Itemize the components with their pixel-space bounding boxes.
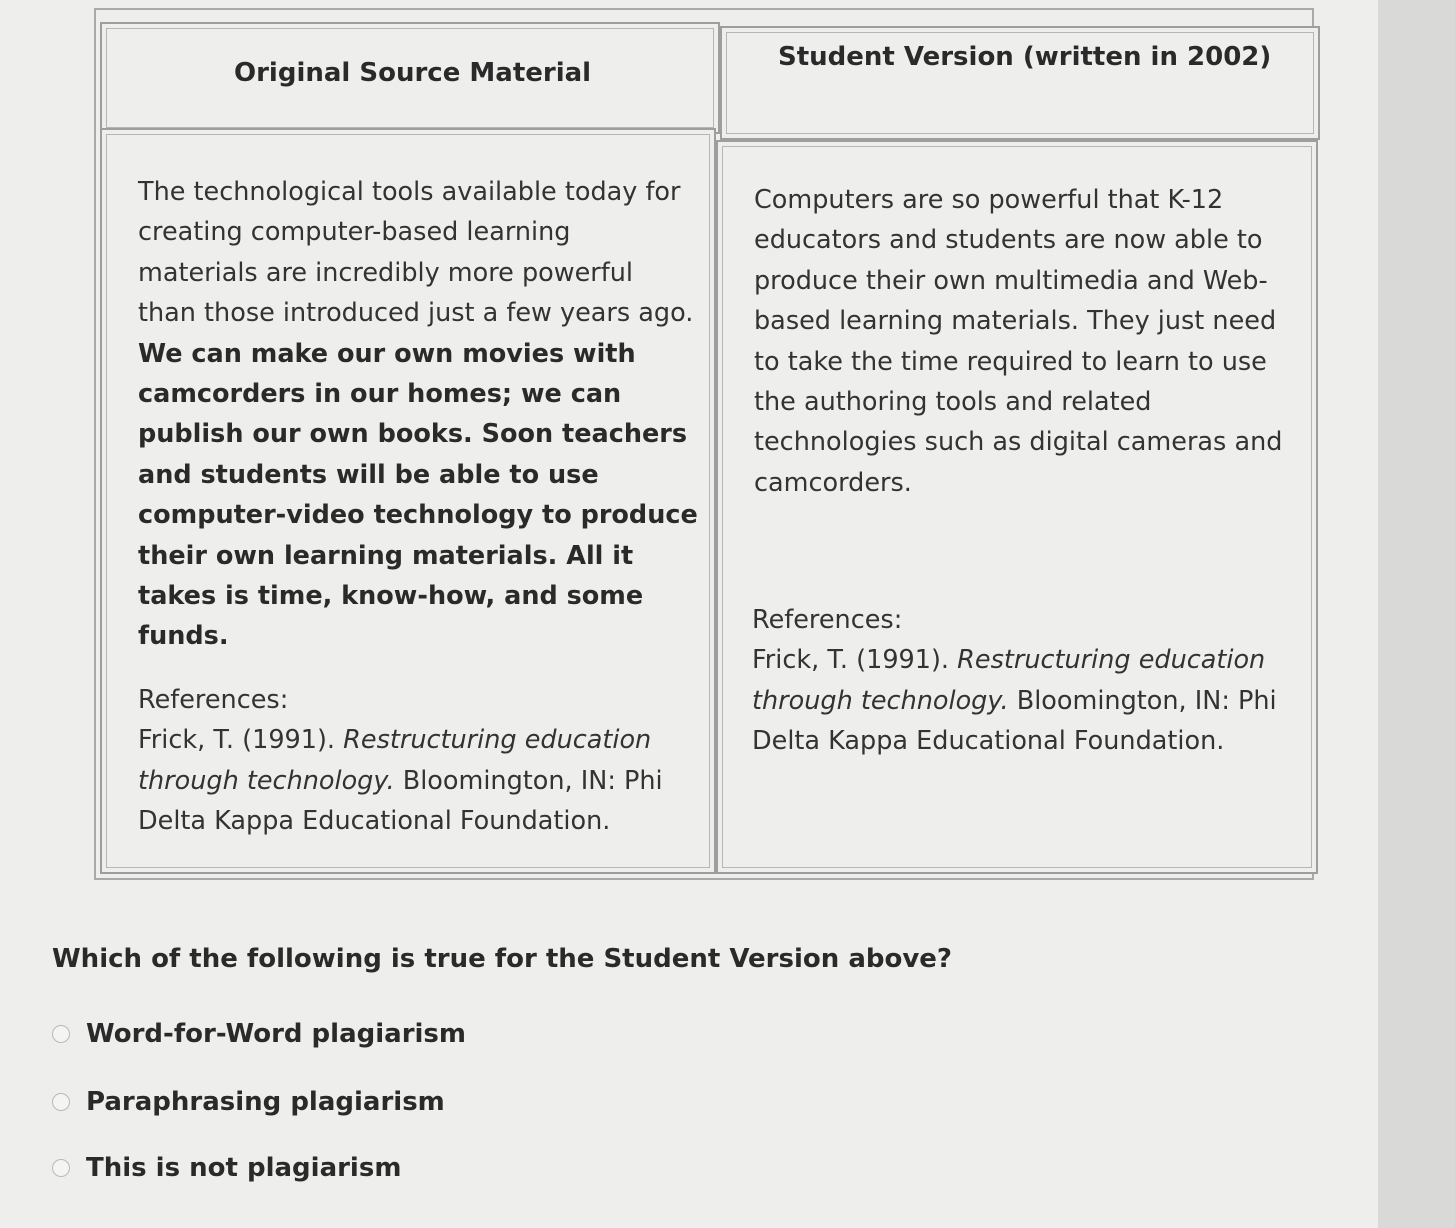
original-plain-text: The technological tools available today for creating computer-based learning materials are incredibly more powerful than those introduced just a few years ago. xyxy=(138,177,694,329)
question-prompt: Which of the following is true for the Student Version above? xyxy=(52,944,952,974)
option-paraphrasing[interactable] xyxy=(52,1082,445,1122)
option-label[interactable]: Paraphrasing plagiarism xyxy=(86,1087,445,1117)
radio-button[interactable] xyxy=(52,1025,70,1043)
student-version-text: Computers are so powerful that K-12 educators and students are now able to produce their own multimedia and Web-based learning materials. They just need to take the time required to learn to use the authoring tools and related technologies such as digital cameras and camcorders. xyxy=(754,185,1283,498)
right-gutter xyxy=(1378,0,1455,1228)
header-original: Original Source Material xyxy=(234,58,592,88)
option-label[interactable]: This is not plagiarism xyxy=(86,1153,402,1183)
citation-end: Bloomington, IN: Phi Delta Kappa Educational Foundation. xyxy=(138,765,663,837)
radio-button[interactable] xyxy=(52,1159,70,1177)
references-label: References: xyxy=(752,605,903,635)
citation-title: Restructuring education through technology. xyxy=(138,725,652,796)
citation-title: Restructuring education through technology. xyxy=(752,645,1266,716)
option-word-for-word[interactable] xyxy=(52,1014,466,1054)
option-not-plagiarism[interactable] xyxy=(52,1148,401,1188)
radio-button[interactable] xyxy=(52,1093,70,1111)
citation-start: Frick, T. (1991). xyxy=(138,725,336,756)
header-student: Student Version (written in 2002) xyxy=(778,42,1272,72)
citation-end: Bloomington, IN: Phi Delta Kappa Educational Foundation. xyxy=(752,685,1277,757)
original-source-text xyxy=(138,172,698,657)
original-references xyxy=(138,680,698,842)
citation-start: Frick, T. (1991). xyxy=(752,645,950,676)
references-label: References: xyxy=(138,685,289,715)
option-label[interactable]: Word-for-Word plagiarism xyxy=(86,1019,466,1049)
student-references xyxy=(752,600,1292,762)
original-bold-text: We can make our own movies with camcorders in our homes; we can publish our own books. Soon teachers and students will be able to use computer-video technology to produce their own learning materials. All it takes is time, know-how, and some funds. xyxy=(138,338,698,652)
